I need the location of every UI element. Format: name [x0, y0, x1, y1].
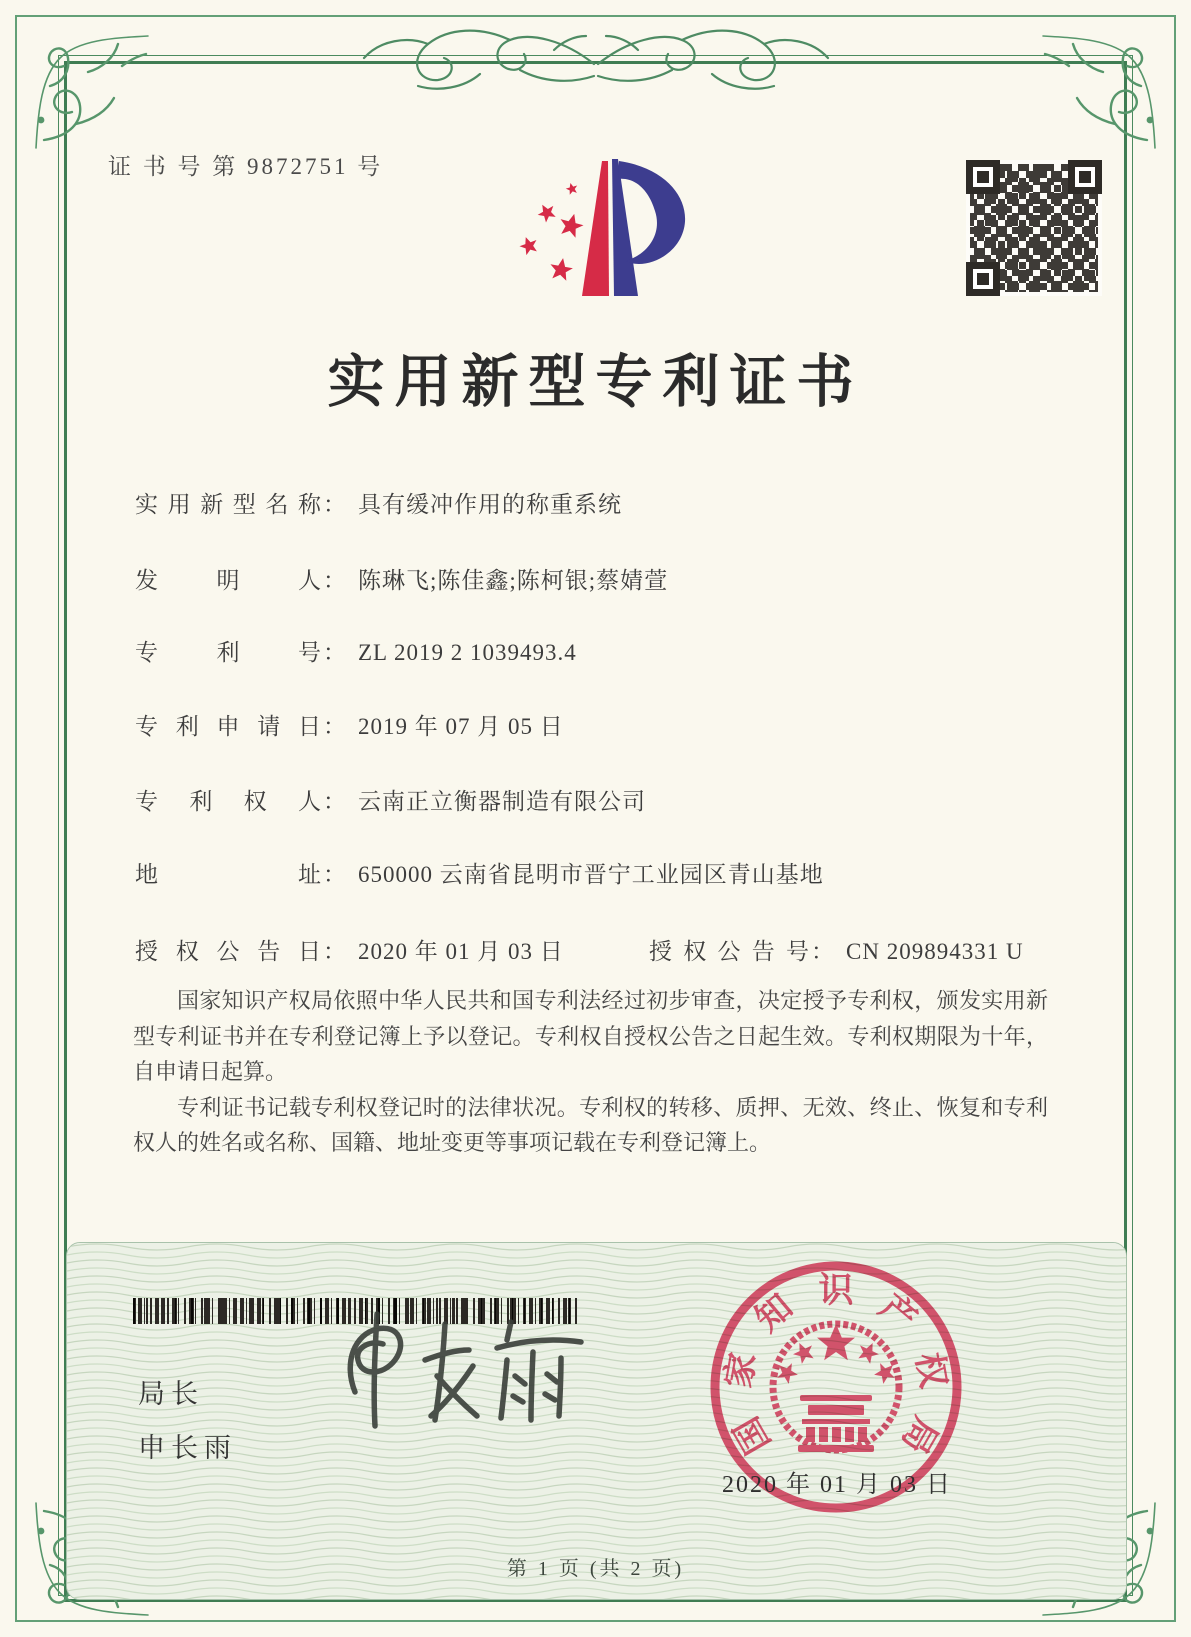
field-label: 专利权人 — [135, 789, 321, 814]
field-value: 650000 云南省昆明市晋宁工业园区青山基地 — [358, 862, 824, 887]
field-value: 陈琳飞;陈佳鑫;陈柯银;蔡婧萱 — [358, 568, 669, 593]
field-label: 实用新型名称 — [135, 492, 321, 517]
field-value: 具有缓冲作用的称重系统 — [358, 492, 622, 517]
seal-char: 权 — [908, 1349, 954, 1391]
field-colon: ： — [323, 640, 346, 665]
qr-finder-icon — [966, 160, 1000, 194]
field-label: 地址 — [135, 862, 321, 887]
qr-finder-icon — [1068, 160, 1102, 194]
field-colon: ： — [323, 492, 346, 517]
seal-char: 局 — [893, 1410, 946, 1461]
corner-flourish-icon — [26, 26, 156, 156]
officer-name: 申长雨 — [138, 1433, 237, 1463]
certificate-number: 证 书 号 第 9872751 号 — [108, 154, 384, 179]
field-colon: ： — [323, 789, 346, 814]
field-row-double — [135, 933, 1024, 966]
field-colon: ： — [811, 939, 834, 964]
field-value: 2020 年 01 月 03 日 — [358, 939, 564, 964]
field-label: 授权公告号 — [649, 939, 809, 964]
seal-char: 家 — [718, 1349, 764, 1391]
cnipa-logo-icon — [478, 131, 693, 301]
seal-char: 国 — [726, 1410, 779, 1461]
seal-char: 产 — [872, 1286, 924, 1340]
corner-flourish-icon — [1035, 26, 1165, 156]
field-colon: ： — [323, 939, 346, 964]
field-colon: ： — [323, 862, 346, 887]
legal-paragraph: 专利证书记载专利权登记时的法律状况。专利权的转移、质押、无效、终止、恢复和专利权人的姓名或名称、国籍、地址变更等事项记载在专利登记簿上。 — [133, 1094, 1048, 1155]
seal-char: 识 — [818, 1271, 854, 1310]
field-row — [135, 708, 564, 741]
field-colon: ： — [323, 568, 346, 593]
field-label: 专利申请日 — [135, 714, 321, 739]
certificate-title: 实用新型专利证书 — [327, 351, 864, 414]
field-label: 专利号 — [135, 640, 321, 665]
field-value: ZL 2019 2 1039493.4 — [358, 640, 577, 665]
seal-date: 2020 年 01 月 03 日 — [722, 1472, 952, 1498]
field-row — [135, 634, 577, 667]
signature-icon — [325, 1308, 605, 1436]
page-footer: 第 1 页 (共 2 页) — [506, 1558, 685, 1580]
field-row — [135, 856, 824, 889]
field-row — [135, 562, 668, 595]
qr-code — [966, 160, 1102, 296]
field-value: CN 209894331 U — [846, 939, 1024, 964]
legal-paragraph: 国家知识产权局依照中华人民共和国专利法经过初步审查，决定授予专利权，颁发实用新型专利证书并在专利登记簿上予以登记。专利权自授权公告之日起生效。专利权期限为十年，自申请日起算。 — [133, 988, 1048, 1084]
officer-role-label: 局长 — [138, 1379, 204, 1409]
legal-text-block — [133, 983, 1048, 1161]
field-colon: ： — [323, 714, 346, 739]
top-scroll-ornament-icon — [358, 16, 834, 110]
field-value: 云南正立衡器制造有限公司 — [358, 789, 646, 814]
field-label: 授权公告日 — [135, 939, 321, 964]
field-row — [135, 783, 646, 816]
field-value: 2019 年 07 月 05 日 — [358, 714, 564, 739]
seal-char: 知 — [748, 1286, 800, 1340]
field-label: 发明人 — [135, 568, 321, 593]
qr-finder-icon — [966, 262, 1000, 296]
field-row — [135, 486, 622, 519]
